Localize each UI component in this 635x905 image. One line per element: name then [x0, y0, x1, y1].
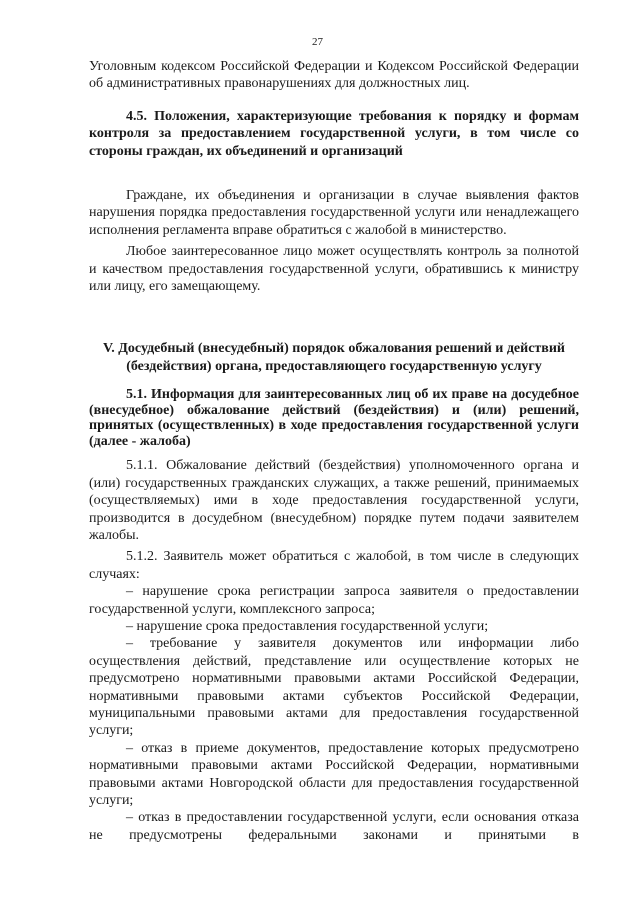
section-5-paragraph: 5.1.1. Обжалование действий (бездействия) уполномоченного органа и (или) государственных гражданских служащих, а также решений, принимаемых (осуществляемых) ими в ходе предоставления государственной услуги, производится в досудебном (внесудебном) порядке путем подачи заявителем жалобы. — [89, 458, 579, 543]
section-5-paragraph: 5.1.2. Заявитель может обратиться с жалобой, в том числе в следующих случаях: — [89, 549, 579, 582]
list-item: – отказ в предоставлении государственной услуги, если основания отказа не предусмотрены федеральными законами и принятыми в — [89, 810, 579, 843]
intro-paragraph: Уголовным кодексом Российской Федерации и Кодексом Российской Федерации об административных правонарушениях для должностных лиц. — [89, 59, 579, 92]
section-5-heading: V. Досудебный (внесудебный) порядок обжалования решений и действий (бездействия) органа, предоставляющего государственную услугу — [102, 341, 565, 374]
page-number: 27 — [312, 36, 323, 48]
page-content — [89, 58, 579, 844]
section-4-5-paragraph: Любое заинтересованное лицо может осуществлять контроль за полнотой и качеством предоставления государственной услуги, обратившись к министру или лицу, его замещающему. — [89, 244, 579, 295]
list-item: – нарушение срока регистрации запроса заявителя о предоставлении государственной услуги, комплексного запроса; — [89, 584, 579, 617]
section-4-5-heading: 4.5. Положения, характеризующие требования к порядку и формам контроля за предоставлением государственной услуги, в том числе со стороны граждан, их объединений и организаций — [89, 108, 579, 159]
list-item: – нарушение срока предоставления государственной услуги; — [126, 618, 489, 634]
section-4-5-paragraph: Граждане, их объединения и организации в случае выявления фактов нарушения порядка предоставления государственной услуги или ненадлежащего исполнения регламента вправе обратиться с жалобой в министерство. — [89, 188, 579, 238]
section-5-1-subheading: 5.1. Информация для заинтересованных лиц об их праве на досудебное (внесудебное) обжалование действий (бездействия) и (или) решений, принятых (осуществленных) в ходе предоставления государственной услуги (далее - жалоба) — [89, 387, 579, 449]
list-item: – требование у заявителя документов или информации либо осуществления действий, представление или осуществление которых не предусмотрено нормативными правовыми актами Российской Федерации, нормативными правовыми актами субъектов Российской Федерации, муниципальными правовыми актами для предоставления государственной услуги; — [89, 636, 579, 739]
list-item: – отказ в приеме документов, предоставление которых предусмотрено нормативными правовыми актами Российской Федерации, нормативными правовыми актами Новгородской области для предоставления государственной услуги; — [89, 740, 579, 808]
